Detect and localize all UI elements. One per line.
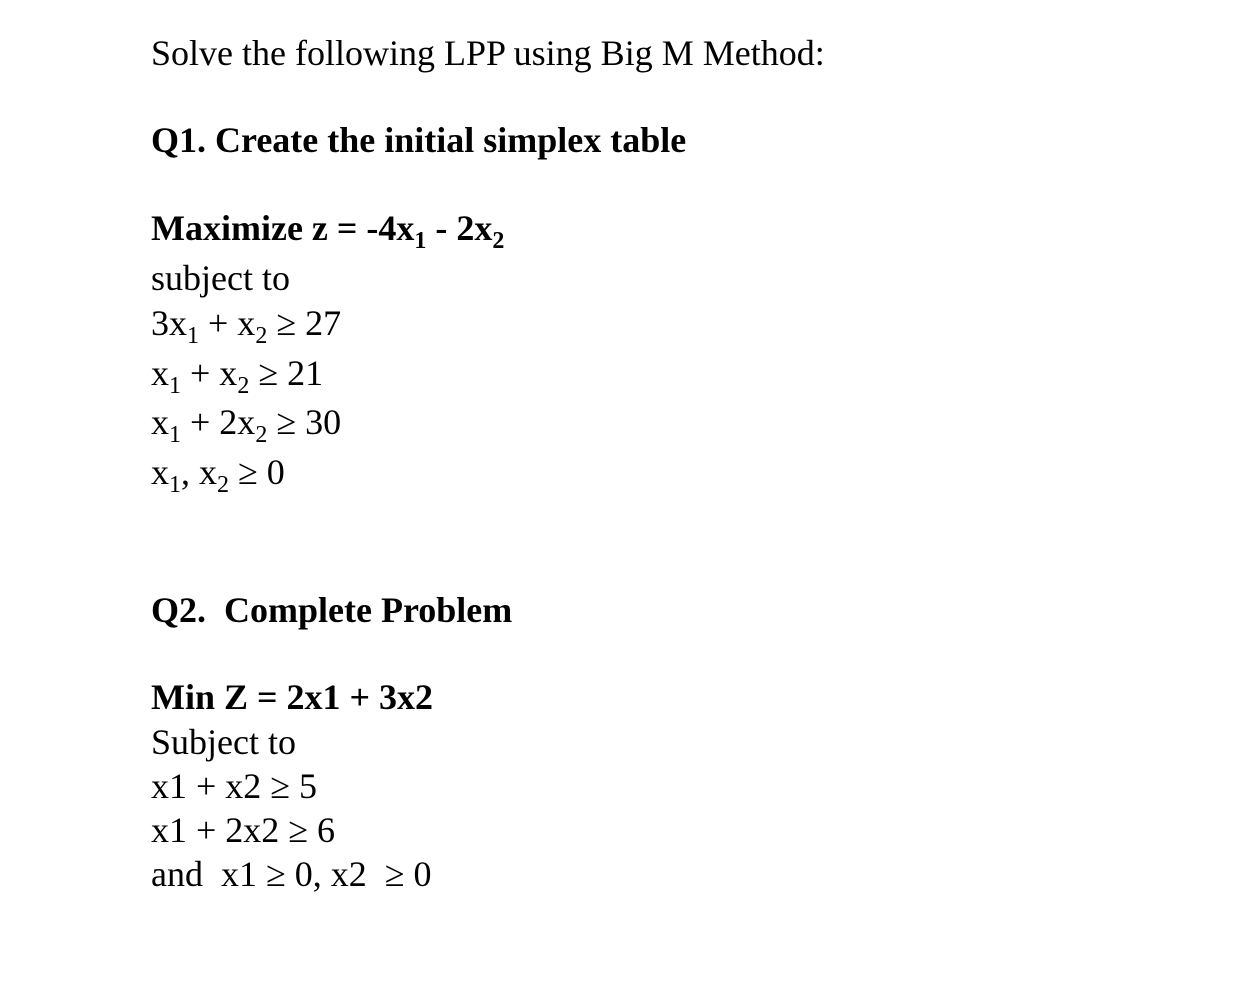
q1-c2-sub1: 1: [169, 373, 181, 399]
q1-c3-c: ≥ 30: [267, 402, 342, 442]
q1-objective-sub1: 1: [414, 228, 427, 254]
q1-c3-a: x: [151, 402, 169, 442]
q2-constraint-1: x1 + x2 ≥ 5: [151, 766, 318, 806]
q1-c4-sub2: 2: [217, 472, 229, 498]
q1-c1-sub1: 1: [187, 323, 199, 349]
q2-objective: Min Z = 2x1 + 3x2: [151, 677, 434, 717]
q1-objective-sub2: 2: [492, 228, 505, 254]
q1-c2-a: x: [151, 353, 169, 393]
q2-subject-to: Subject to: [151, 722, 296, 762]
q1-objective-mid: - 2x: [426, 208, 493, 248]
q1-c1-a: 3x: [151, 303, 187, 343]
q1-c1-c: ≥ 27: [267, 303, 342, 343]
q2-constraint-2: x1 + 2x2 ≥ 6: [151, 810, 336, 850]
q1-c4-a: x: [151, 452, 169, 492]
q1-c1-sub2: 2: [255, 323, 268, 349]
q1-constraint-3: [151, 402, 342, 448]
q1-c4-c: ≥ 0: [229, 452, 285, 492]
q1-constraint-nonneg: [151, 452, 285, 498]
q1-c4-b: , x: [181, 452, 217, 492]
q1-c3-b: + 2x: [181, 402, 256, 442]
q1-objective-prefix: Maximize z = -4x: [151, 208, 415, 248]
q1-c2-c: ≥ 21: [249, 353, 324, 393]
q2-heading: Q2. Complete Problem: [151, 590, 513, 630]
q1-subject-to: subject to: [151, 258, 290, 298]
q1-c3-sub1: 1: [169, 422, 181, 448]
q1-c1-b: + x: [199, 303, 256, 343]
q1-c4-sub1: 1: [169, 472, 181, 498]
q1-heading: Q1. Create the initial simplex table: [151, 120, 687, 160]
q1-constraint-1: [151, 303, 342, 349]
q1-objective: [151, 208, 505, 254]
intro-text: Solve the following LPP using Big M Method:: [151, 33, 825, 73]
q1-c3-sub2: 2: [255, 422, 268, 448]
q1-constraint-2: [151, 353, 324, 399]
q2-constraint-nonneg: and x1 ≥ 0, x2 ≥ 0: [151, 854, 432, 894]
q1-c2-b: + x: [181, 353, 238, 393]
q1-c2-sub2: 2: [237, 373, 250, 399]
